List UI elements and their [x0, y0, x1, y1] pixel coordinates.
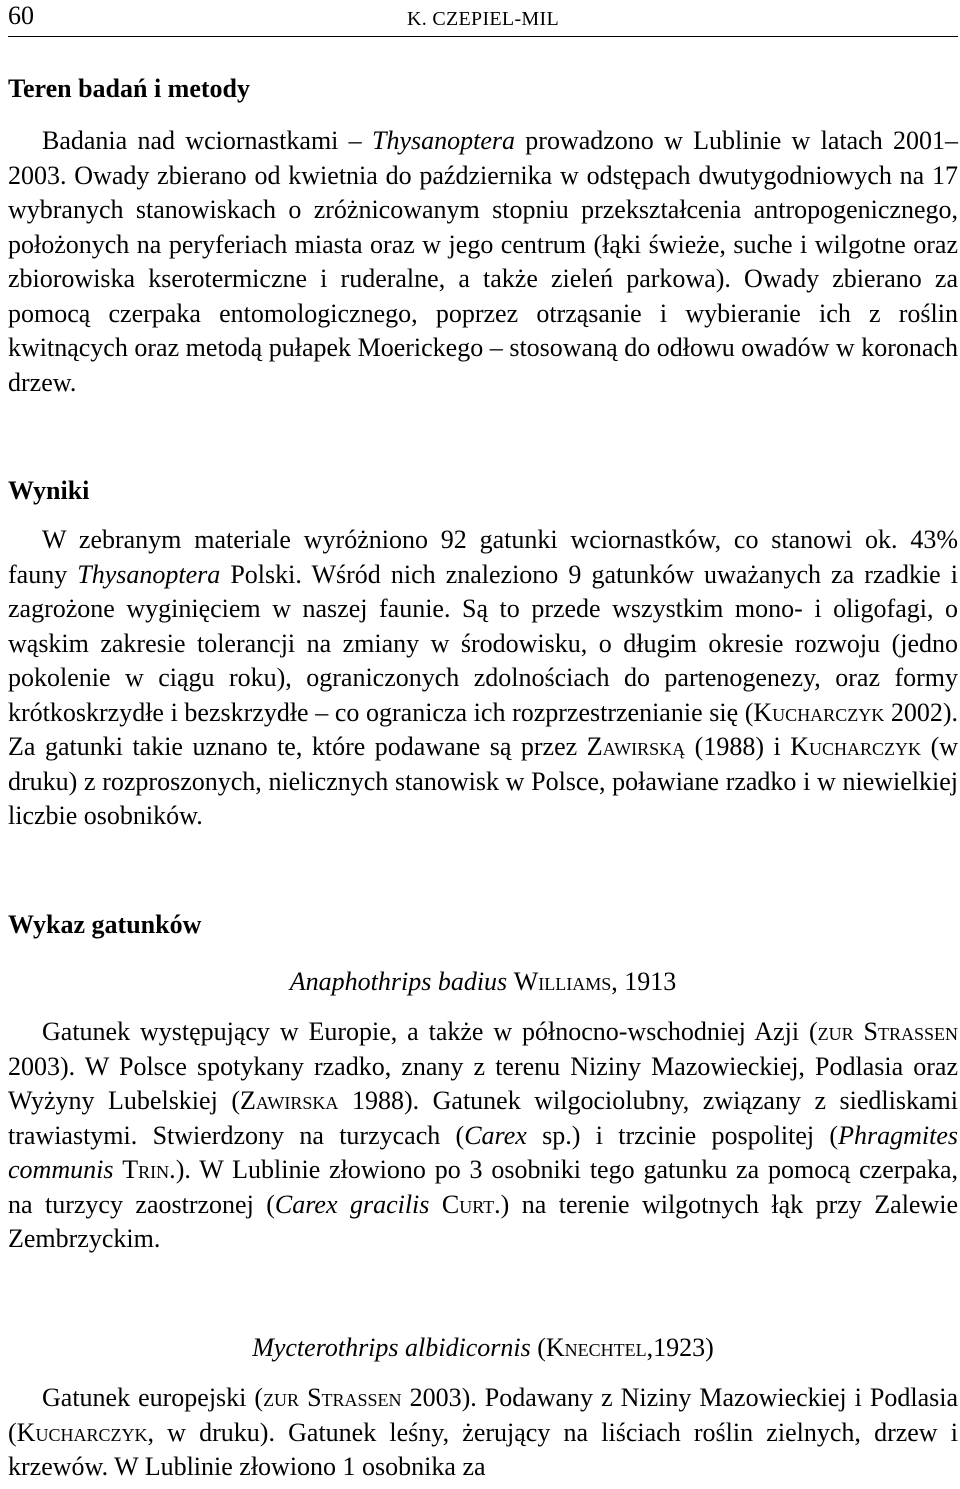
text-run: 2003). W Polsce spotykany rzadko, znany z terenu Niziny Mazowieckiej, Podlasia oraz Wyżyny Lubelskiej ( — [8, 1051, 958, 1115]
species-name: Anaphothrips badius — [289, 967, 508, 996]
section-title-results: Wyniki — [8, 476, 90, 505]
author-name: Kucharczyk — [753, 697, 885, 727]
author-name: zur Strassen — [817, 1017, 958, 1046]
text-run: Gatunek występujący w Europie, a także w północno-wschodniej Azji ( — [42, 1017, 818, 1046]
running-head: K. CZEPIEL-MIL — [407, 8, 559, 30]
text-run: (w druku) z rozproszonych, nielicznych stanowisk w Polsce, poławiane rzadko i w niewielkiej liczbie osobników. — [8, 732, 958, 830]
page-header — [8, 0, 958, 37]
paragraph-species-1 — [8, 1015, 958, 1257]
author-name: Trin. — [122, 1155, 176, 1184]
taxon-name: Phragmites communis — [8, 1120, 958, 1184]
taxon-name: Carex — [464, 1120, 527, 1150]
taxon-name: Carex gracilis — [274, 1189, 430, 1219]
author-name: zur Strassen — [263, 1383, 402, 1412]
text-run: 2002). Za gatunki takie uznano te, które podawane są przez — [8, 697, 958, 761]
text-run: sp.) i trzcinie pospolitej ( — [526, 1120, 839, 1150]
author-name: Zawirską — [586, 732, 686, 761]
author-name: Zawirska — [239, 1086, 339, 1115]
taxon-name: Thysanoptera — [371, 126, 515, 155]
paragraph-results — [8, 523, 958, 834]
author-name: Curt. — [441, 1189, 501, 1219]
paragraph-methods — [8, 124, 958, 400]
author-name: Kucharczyk — [790, 732, 922, 761]
taxon-name: Thysanoptera — [77, 559, 221, 589]
paragraph-species-2 — [8, 1381, 958, 1485]
species-year: ,1923) — [646, 1333, 714, 1362]
text-run: (1988) i — [685, 732, 791, 761]
text-run: Polski. Wśród nich znaleziono 9 gatunków uważanych za rzadkie i zagrożone wyginięciem w naszej faunie. Są to przede wszystkim mono- i oligofagi, o wąskim zakresie tolerancji na zmiany w środowisku, o długim okresie rozwoju (jedno pokolenie w ciągu roku), ograniczonych zdolnościach do partenogenezy, oraz formy krótkoskrzydłe i bezskrzydłe – co ogranicza ich rozprzestrzenianie się ( — [8, 559, 959, 727]
species-author: Knechtel — [545, 1333, 647, 1362]
text-run: W zebranym materiale wyróżniono 92 gatunki wciornastków, co stanowi ok. 43% fauny — [8, 525, 958, 589]
text-run: ( — [530, 1333, 546, 1362]
species-heading-2 — [8, 1333, 958, 1363]
page — [8, 0, 958, 1489]
text-run: 2003). Podawany z Niziny Mazowieckiej i Podlasia ( — [8, 1383, 959, 1447]
text-run — [429, 1190, 441, 1219]
text-run: ). W Lublinie złowiono po 3 osobniki tego gatunku za pomocą czerpaka, na turzycy zaostrzonej ( — [8, 1155, 959, 1219]
section-title-methods: Teren badań i metody — [8, 74, 250, 103]
author-name: Kucharczyk — [16, 1417, 148, 1447]
species-author: Williams — [513, 967, 612, 996]
section-title-species-list: Wykaz gatunków — [8, 910, 202, 939]
species-heading-1 — [8, 967, 958, 997]
text-run: Gatunek europejski ( — [42, 1383, 264, 1412]
text-run: prowadzono w Lublinie w latach 2001–2003. Owady zbierano od kwietnia do października w odstępach dwutygodniowych na 17 wybranych stanowiskach o zróżnicowanym stopniu przekształcenia antropogenicznego, położonych na peryferiach miasta oraz w jego centrum (łąki świeże, suche i wilgotne oraz zbiorowiska kserotermiczne i ruderalne, a także zieleń parkowa). Owady zbierano za pomocą czerpaka entomologicznego, poprzez otrząsanie i wybieranie ich z roślin kwitnących oraz metodą pułapek Moerickego – stosowaną do odłowu owadów w koronach drzew. — [8, 126, 958, 397]
text-run: ) na terenie wilgotnych łąk przy Zalewie Zembrzyckim. — [8, 1189, 958, 1253]
species-year: , 1913 — [611, 967, 677, 996]
text-run: , w druku). Gatunek leśny, żerujący na liściach roślin zielnych, drzew i krzewów. W Lublinie złowiono 1 osobnika za — [8, 1417, 958, 1481]
text-run: Badania nad wciornastkami – — [42, 126, 372, 155]
text-run: 1988). Gatunek wilgociolubny, związany z siedliskami trawiastymi. Stwierdzony na turzycach ( — [8, 1086, 958, 1150]
species-name: Mycterothrips albidicornis — [252, 1333, 531, 1362]
page-number: 60 — [8, 1, 34, 30]
text-run — [113, 1155, 122, 1184]
